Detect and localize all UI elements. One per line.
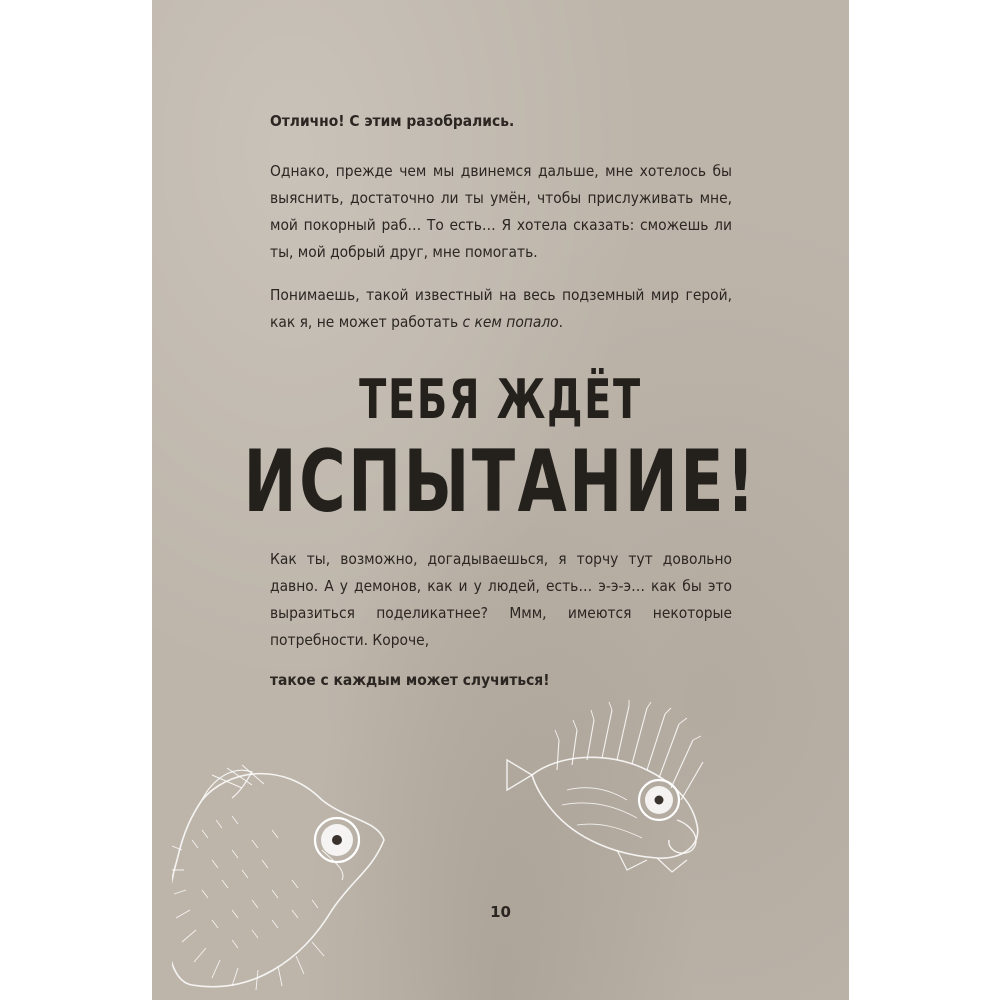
book-page	[152, 0, 849, 1000]
paragraph-conclusion-text: такое с каждым может случиться!	[270, 671, 550, 689]
pufferfish-illustration	[172, 760, 392, 1000]
paragraph-hero	[270, 282, 732, 336]
paragraph-hero-italic: с кем попало	[462, 313, 559, 331]
spiny-fish-illustration	[497, 700, 727, 880]
page-number: 10	[490, 903, 511, 921]
heading-line-2: ИСПЫТАНИЕ!	[243, 432, 758, 532]
paragraph-demons-text: Как ты, возможно, догадываешься, я торчу тут довольно давно. А у демонов, как и у людей, есть… э-э-э… как бы это выразиться поделикатнее? Ммм, имеются некоторые потребности. Короче,	[270, 550, 732, 649]
paragraph-conclusion	[270, 667, 732, 694]
paragraph-intro	[270, 108, 732, 135]
paragraph-hero-main: Понимаешь, такой известный на весь подземный мир герой, как я, не может работать	[270, 286, 732, 331]
heading-line-1: ТЕБЯ ЖДЁТ	[359, 368, 642, 431]
paragraph-test-question-text: Однако, прежде чем мы двинемся дальше, мне хотелось бы выяснить, достаточно ли ты умён, чтобы прислуживать мне, мой покорный раб… То есть… Я хотела сказать: сможешь ли ты, мой добрый друг, мне помогать.	[270, 162, 732, 261]
paragraph-hero-text	[270, 282, 732, 336]
paragraph-demons	[270, 546, 732, 654]
paragraph-hero-end: .	[558, 313, 564, 331]
paragraph-intro-text: Отлично! С этим разобрались.	[270, 112, 515, 130]
paragraph-test-question	[270, 158, 732, 266]
